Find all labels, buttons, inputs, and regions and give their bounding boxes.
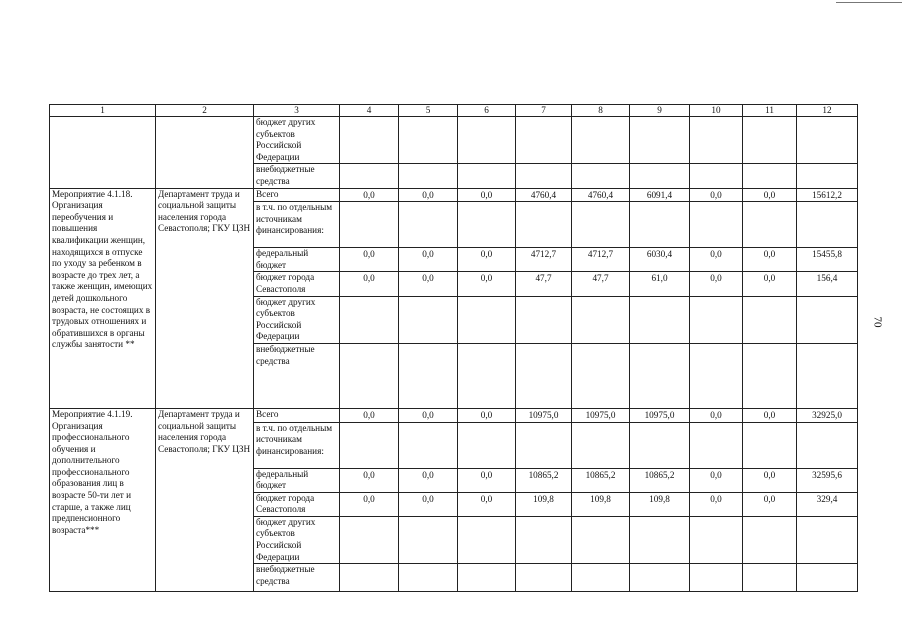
column-header: 11 xyxy=(743,105,797,117)
value-text: 10975,0 xyxy=(528,409,559,420)
value-text: 109,8 xyxy=(533,493,554,504)
value-text: 10975,0 xyxy=(585,409,616,420)
value-text: 0,0 xyxy=(763,409,776,420)
value-text: 0,0 xyxy=(422,469,434,480)
value-cell xyxy=(572,422,630,468)
column-header: 4 xyxy=(340,105,399,117)
value-text: 0,0 xyxy=(480,249,493,260)
value-text: 0,0 xyxy=(763,273,776,284)
value-text: 0,0 xyxy=(422,189,434,200)
value-cell xyxy=(630,117,690,164)
value-text: 0,0 xyxy=(363,469,375,480)
value-text: 0,0 xyxy=(710,189,722,200)
value-cell xyxy=(516,422,572,468)
column-header: 1 xyxy=(50,105,156,117)
value-cell xyxy=(399,408,458,422)
value-text: 0,0 xyxy=(710,249,722,260)
value-cell xyxy=(516,564,572,592)
value-cell xyxy=(399,164,458,188)
value-cell xyxy=(572,272,630,296)
funding-source-cell: Всего xyxy=(254,188,340,202)
value-cell xyxy=(340,468,399,492)
value-cell xyxy=(516,248,572,272)
value-text: 4712,7 xyxy=(587,249,614,260)
funding-source-cell: в т.ч. по отдельным источникам финансирования: xyxy=(254,202,340,248)
value-text: 10865,2 xyxy=(528,469,559,480)
value-cell xyxy=(690,296,743,343)
funding-source-cell: бюджет других субъектов Российской Федерации xyxy=(254,516,340,563)
value-cell xyxy=(630,516,690,563)
value-cell xyxy=(572,343,630,408)
value-text: 0,0 xyxy=(363,409,375,420)
value-text: 0,0 xyxy=(763,469,776,480)
value-text: 0,0 xyxy=(763,189,776,200)
value-text: 156,4 xyxy=(816,273,838,284)
value-cell xyxy=(458,117,516,164)
measure-name-cell: Мероприятие 4.1.19. Организация профессионального обучения и дополнительного профессионального образования лиц в возрасте 50-ти лет и старше, а также лиц предпенсионного возраста*** xyxy=(50,408,156,591)
value-text: 61,0 xyxy=(651,273,668,284)
funding-source-cell: бюджет города Севастополя xyxy=(254,272,340,296)
value-cell xyxy=(690,468,743,492)
value-cell xyxy=(572,248,630,272)
value-cell xyxy=(797,164,858,188)
value-cell xyxy=(690,408,743,422)
value-cell xyxy=(797,343,858,408)
value-cell xyxy=(743,248,797,272)
value-cell xyxy=(797,248,858,272)
value-cell xyxy=(458,296,516,343)
value-cell xyxy=(340,202,399,248)
value-cell xyxy=(630,468,690,492)
funding-source-cell: федеральный бюджет xyxy=(254,248,340,272)
value-cell xyxy=(630,164,690,188)
value-cell xyxy=(399,516,458,563)
value-cell xyxy=(743,272,797,296)
value-text: 329,4 xyxy=(816,493,838,504)
value-text: 10865,2 xyxy=(644,469,675,480)
value-cell xyxy=(399,468,458,492)
value-text: 0,0 xyxy=(763,493,776,504)
value-cell xyxy=(630,492,690,516)
value-cell xyxy=(690,272,743,296)
funding-source-cell: федеральный бюджет xyxy=(254,468,340,492)
column-header: 9 xyxy=(630,105,690,117)
column-header: 12 xyxy=(797,105,858,117)
value-cell xyxy=(516,492,572,516)
value-cell xyxy=(458,516,516,563)
column-header: 5 xyxy=(399,105,458,117)
value-cell xyxy=(690,117,743,164)
value-text: 0,0 xyxy=(710,409,722,420)
table-row xyxy=(50,117,858,164)
value-cell xyxy=(572,516,630,563)
value-cell xyxy=(690,188,743,202)
value-cell xyxy=(690,564,743,592)
value-cell xyxy=(340,492,399,516)
value-cell xyxy=(743,164,797,188)
value-cell xyxy=(516,468,572,492)
column-header: 8 xyxy=(572,105,630,117)
value-cell xyxy=(340,117,399,164)
value-cell xyxy=(797,202,858,248)
value-cell xyxy=(797,188,858,202)
value-cell xyxy=(572,164,630,188)
value-text: 0,0 xyxy=(710,493,722,504)
value-cell xyxy=(458,343,516,408)
value-text: 0,0 xyxy=(363,189,375,200)
value-text: 10865,2 xyxy=(585,469,616,480)
value-cell xyxy=(399,564,458,592)
table-row xyxy=(50,408,858,422)
value-cell xyxy=(630,188,690,202)
value-cell xyxy=(572,188,630,202)
value-cell xyxy=(797,272,858,296)
value-cell xyxy=(743,516,797,563)
value-text: 0,0 xyxy=(480,493,493,504)
value-cell xyxy=(516,117,572,164)
value-cell xyxy=(340,248,399,272)
value-cell xyxy=(340,188,399,202)
value-cell xyxy=(572,408,630,422)
value-cell xyxy=(743,202,797,248)
value-text: 0,0 xyxy=(363,249,375,260)
value-text: 109,8 xyxy=(590,493,611,504)
value-cell xyxy=(458,248,516,272)
value-cell xyxy=(797,117,858,164)
value-cell xyxy=(516,202,572,248)
value-cell xyxy=(797,422,858,468)
value-cell xyxy=(340,272,399,296)
measure-name-cell: Мероприятие 4.1.18. Организация переобучения и повышения квалификации женщин, находящихся в отпуске по уходу за ребенком в возрасте до трех лет, а также женщин, имеющих детей дошкольного возраста, не состоящих в трудовых отношениях и обратившихся в органы службы занятости ** xyxy=(50,188,156,408)
value-cell xyxy=(797,492,858,516)
value-cell xyxy=(743,343,797,408)
value-cell xyxy=(743,422,797,468)
value-cell xyxy=(690,492,743,516)
value-cell xyxy=(743,564,797,592)
value-cell xyxy=(399,248,458,272)
value-cell xyxy=(743,296,797,343)
value-cell xyxy=(630,202,690,248)
value-cell xyxy=(797,516,858,563)
value-cell xyxy=(340,343,399,408)
value-text: 47,7 xyxy=(592,273,609,284)
value-cell xyxy=(458,202,516,248)
value-text: 0,0 xyxy=(422,409,434,420)
value-cell xyxy=(399,492,458,516)
header-row xyxy=(50,105,858,117)
value-cell xyxy=(399,117,458,164)
funding-source-cell: внебюджетные средства xyxy=(254,564,340,592)
value-cell xyxy=(743,188,797,202)
table-row xyxy=(50,188,858,202)
value-cell xyxy=(743,408,797,422)
executor-cell xyxy=(156,117,254,189)
value-cell xyxy=(743,117,797,164)
value-cell xyxy=(458,468,516,492)
value-cell xyxy=(572,117,630,164)
value-text: 109,8 xyxy=(649,493,670,504)
funding-source-cell: в т.ч. по отдельным источникам финансирования: xyxy=(254,422,340,468)
value-cell xyxy=(516,164,572,188)
funding-source-cell: бюджет других субъектов Российской Федерации xyxy=(254,296,340,343)
value-cell xyxy=(340,516,399,563)
value-cell xyxy=(743,492,797,516)
value-cell xyxy=(630,248,690,272)
funding-source-cell: внебюджетные средства xyxy=(254,164,340,188)
value-cell xyxy=(458,408,516,422)
value-cell xyxy=(458,492,516,516)
executor-cell: Департамент труда и социальной защиты населения города Севастополя; ГКУ ЦЗН xyxy=(156,408,254,591)
value-text: 10975,0 xyxy=(644,409,675,420)
value-cell xyxy=(458,564,516,592)
value-cell xyxy=(399,202,458,248)
value-cell xyxy=(340,422,399,468)
column-header: 3 xyxy=(254,105,340,117)
value-text: 32595,6 xyxy=(812,469,842,480)
value-cell xyxy=(340,164,399,188)
value-cell xyxy=(690,202,743,248)
value-cell xyxy=(690,248,743,272)
value-text: 4760,4 xyxy=(587,189,614,200)
value-cell xyxy=(690,516,743,563)
budget-table xyxy=(49,104,858,592)
value-text: 0,0 xyxy=(480,189,493,200)
value-cell xyxy=(797,408,858,422)
value-text: 4760,4 xyxy=(530,189,557,200)
value-cell xyxy=(690,343,743,408)
value-cell xyxy=(399,422,458,468)
value-text: 0,0 xyxy=(363,273,375,284)
value-text: 0,0 xyxy=(480,409,493,420)
funding-source-cell: внебюджетные средства xyxy=(254,343,340,408)
value-cell xyxy=(516,272,572,296)
value-text: 0,0 xyxy=(710,469,722,480)
value-text: 0,0 xyxy=(363,493,375,504)
value-cell xyxy=(340,296,399,343)
column-header: 7 xyxy=(516,105,572,117)
value-text: 6091,4 xyxy=(646,189,673,200)
value-cell xyxy=(630,422,690,468)
value-cell xyxy=(516,516,572,563)
value-cell xyxy=(797,468,858,492)
value-text: 0,0 xyxy=(422,249,434,260)
value-cell xyxy=(797,564,858,592)
value-text: 6030,4 xyxy=(646,249,673,260)
value-cell xyxy=(690,422,743,468)
value-cell xyxy=(399,343,458,408)
funding-source-cell: бюджет других субъектов Российской Федерации xyxy=(254,117,340,164)
value-cell xyxy=(630,408,690,422)
column-header: 2 xyxy=(156,105,254,117)
value-cell xyxy=(516,296,572,343)
value-text: 15612,2 xyxy=(812,189,842,200)
value-cell xyxy=(516,343,572,408)
value-cell xyxy=(399,296,458,343)
column-header: 6 xyxy=(458,105,516,117)
value-cell xyxy=(516,408,572,422)
value-cell xyxy=(630,272,690,296)
value-cell xyxy=(630,564,690,592)
value-cell xyxy=(399,272,458,296)
measure-name-cell xyxy=(50,117,156,189)
value-cell xyxy=(458,272,516,296)
value-text: 47,7 xyxy=(535,273,552,284)
value-cell xyxy=(458,422,516,468)
value-text: 0,0 xyxy=(710,273,722,284)
value-cell xyxy=(458,164,516,188)
value-text: 4712,7 xyxy=(530,249,557,260)
value-cell xyxy=(572,564,630,592)
value-cell xyxy=(399,188,458,202)
value-text: 15455,8 xyxy=(812,249,842,260)
value-text: 0,0 xyxy=(480,469,493,480)
value-cell xyxy=(572,492,630,516)
value-cell xyxy=(690,164,743,188)
value-text: 0,0 xyxy=(422,493,434,504)
value-cell xyxy=(630,343,690,408)
page-number: 70 xyxy=(871,316,884,328)
funding-source-cell: Всего xyxy=(254,408,340,422)
value-cell xyxy=(340,564,399,592)
value-cell xyxy=(340,408,399,422)
executor-cell: Департамент труда и социальной защиты населения города Севастополя; ГКУ ЦЗН xyxy=(156,188,254,408)
value-cell xyxy=(572,468,630,492)
value-cell xyxy=(630,296,690,343)
value-cell xyxy=(572,296,630,343)
funding-source-cell: бюджет города Севастополя xyxy=(254,492,340,516)
value-cell xyxy=(458,188,516,202)
value-cell xyxy=(572,202,630,248)
value-text: 0,0 xyxy=(480,273,493,284)
value-text: 0,0 xyxy=(422,273,434,284)
column-header: 10 xyxy=(690,105,743,117)
value-cell xyxy=(516,188,572,202)
value-cell xyxy=(797,296,858,343)
value-text: 0,0 xyxy=(763,249,776,260)
value-cell xyxy=(743,468,797,492)
value-text: 32925,0 xyxy=(812,409,842,420)
top-rule xyxy=(836,2,902,3)
